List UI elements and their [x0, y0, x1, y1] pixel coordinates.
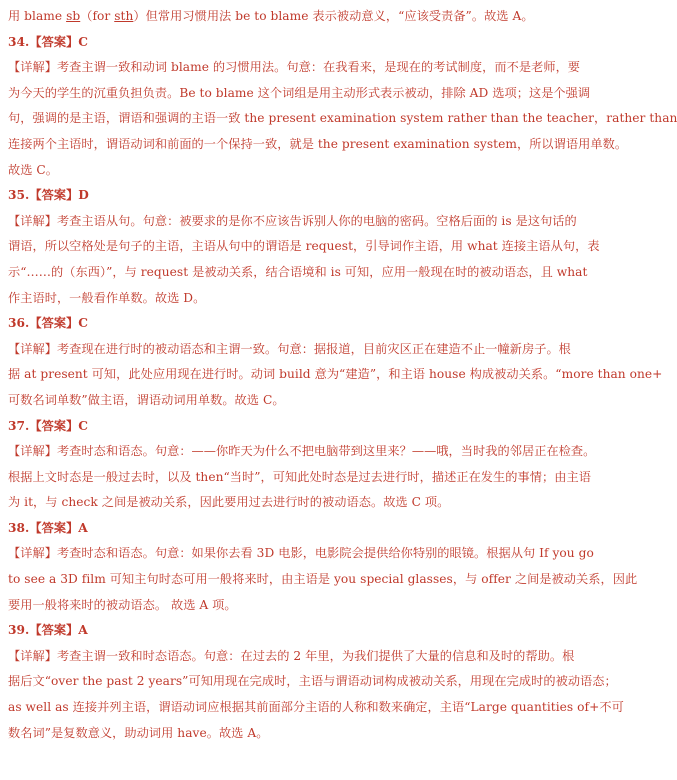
- q35-explanation-line: 作主语时，一般看作单数。故选 D。: [8, 290, 206, 305]
- q39-answer: 39.【答案】A: [8, 623, 88, 638]
- top-text-c: ）但常用习惯用法 be to blame 表示被动意义，“应该受责备”。故选 A。: [133, 9, 534, 23]
- q36-explanation-line: 可数名词单数”做主语，谓语动词用单数。故选 C。: [8, 392, 285, 407]
- q36-explanation-line: 据 at present 可知，此处应用现在进行时。动词 build 意为“建造”，和主语 house 构成被动关系。“more than one+: [8, 367, 663, 382]
- q34-explanation-line: 为今天的学生的沉重负担负责。Be to blame 这个词组是用主动形式表示被动，排除 AD 选项；这是个强调: [8, 85, 591, 100]
- q38-answer: 38.【答案】A: [8, 520, 88, 535]
- q35-explanation-line: 【详解】考查主语从句。句意：被要求的是你不应该告诉别人你的电脑的密码。空格后面的 is 是这句话的: [8, 213, 577, 228]
- top-text-a: 用 blame: [8, 9, 67, 23]
- q35-explanation-line: 示“……的（东西）”，与 request 是被动关系，结合语境和 is 可知，应用一般现在时的被动语态，且 what: [8, 264, 588, 279]
- q39-explanation-line: 【详解】考查主谓一致和时态语态。句意：在过去的 2 年里，为我们提供了大量的信息和及时的帮助。根: [8, 648, 575, 663]
- q39-explanation-line: as well as 连接并列主语，谓语动词应根据其前面部分主语的人称和数来确定，主语“Large quantities of+不可: [8, 700, 624, 715]
- q38-explanation-line: 【详解】考查时态和语态。句意：如果你去看 3D 电影，电影院会提供给你特别的眼镜。根据从句 If you go: [8, 546, 594, 561]
- q35-answer: 35.【答案】D: [8, 188, 89, 203]
- q37-explanation-line: 【详解】考查时态和语态。句意：——你昨天为什么不把电脑带到这里来？——哦，当时我的邻居正在检查。: [8, 444, 596, 459]
- q35-explanation-line: 谓语，所以空格处是句子的主语，主语从句中的谓语是 request，引导词作主语，用 what 连接主语从句，表: [8, 239, 600, 254]
- q37-answer: 37.【答案】C: [8, 418, 89, 433]
- q39-explanation-line: 数名词”是复数意义，助动词用 have。故选 A。: [8, 725, 269, 740]
- q37-explanation-line: 为 it，与 check 之间是被动关系，因此要用过去进行时的被动语态。故选 C 项。: [8, 495, 450, 510]
- q34-explanation-line: 句，强调的是主语，谓语和强调的主语一致 the present examination system rather than the teacher，rather than: [8, 111, 677, 126]
- top-line: [8, 4, 564, 30]
- document-page: [8, 4, 677, 746]
- q36-explanation-line: 【详解】考查现在进行时的被动语态和主谓一致。句意：据报道，目前灾区正在建造不止一幢新房子。根: [8, 341, 571, 356]
- q34-explanation-line: 故选 C。: [8, 162, 59, 177]
- q38-explanation-line: to see a 3D film 可知主句时态可用一般将来时，由主语是 you special glasses，与 offer 之间是被动关系，因此: [8, 572, 638, 587]
- top-text-sth: sth: [114, 9, 134, 23]
- q34-explanation-line: 连接两个主语时，谓语动词和前面的一个保持一致，就是 the present examination system，所以谓语用单数。: [8, 136, 628, 151]
- top-text-b: （for: [80, 9, 115, 23]
- q34-answer: 34.【答案】C: [8, 34, 89, 49]
- q39-explanation-line: 据后文“over the past 2 years”可知用现在完成时，主语与谓语动词构成被动关系，用现在完成时的被动语态；: [8, 674, 617, 689]
- q38-explanation-line: 要用一般将来时的被动语态。 故选 A 项。: [8, 597, 237, 612]
- top-text-sb: sb: [66, 9, 81, 23]
- q36-answer: 36.【答案】C: [8, 316, 89, 331]
- q34-explanation-line: 【详解】考查主谓一致和动词 blame 的习惯用法。句意：在我看来，是现在的考试制度，而不是老师，要: [8, 60, 581, 75]
- q37-explanation-line: 根据上文时态是一般过去时，以及 then“当时”，可知此处时态是过去进行时，描述正在发生的事情；由主语: [8, 469, 591, 484]
